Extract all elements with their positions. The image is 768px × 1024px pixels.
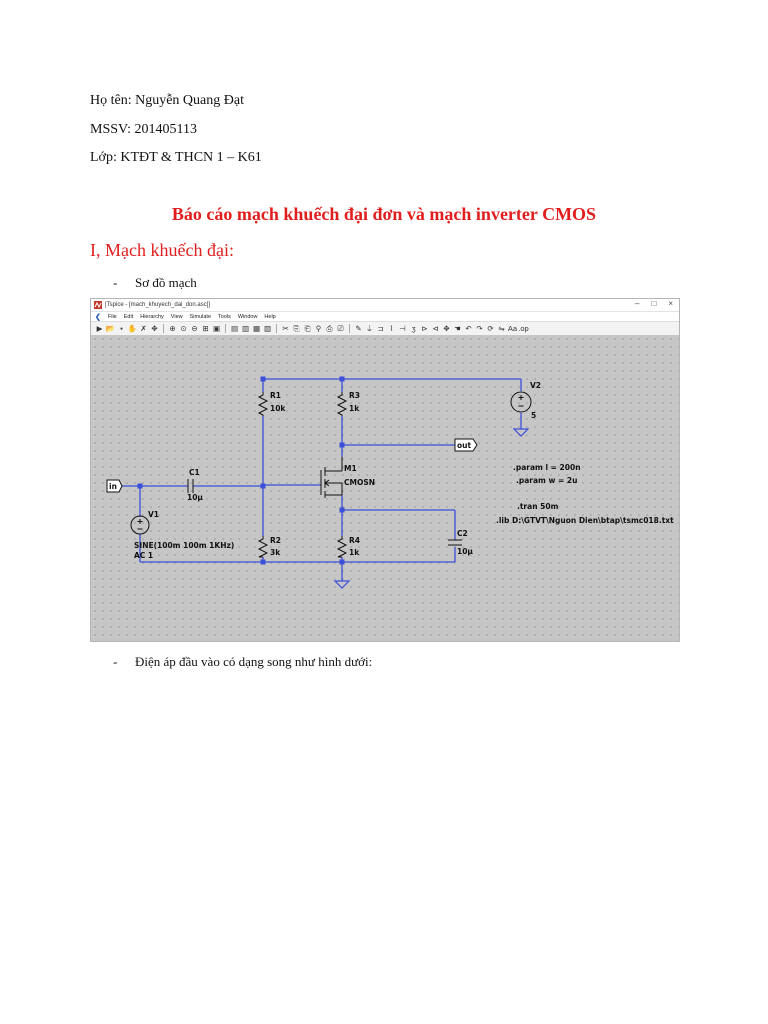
halt-icon[interactable]: ✋ bbox=[127, 324, 138, 333]
menu-simulate[interactable]: Simulate bbox=[189, 313, 212, 320]
in-label: in bbox=[109, 482, 117, 491]
junction-dots bbox=[138, 377, 345, 565]
net-labels bbox=[107, 439, 477, 492]
wire-icon[interactable]: ✎ bbox=[355, 324, 362, 333]
r4-name: R4 bbox=[349, 536, 360, 545]
ltspice-app-icon bbox=[94, 301, 102, 309]
close-button[interactable]: × bbox=[668, 299, 673, 308]
menu-edit[interactable]: Edit bbox=[123, 313, 134, 320]
r4-value: 1k bbox=[349, 548, 360, 557]
menu-bar bbox=[91, 312, 679, 321]
open-icon[interactable]: 📂 bbox=[105, 324, 116, 333]
print-icon[interactable]: ⎙ bbox=[326, 324, 333, 333]
window-titlebar bbox=[91, 299, 679, 312]
m1-model: CMOSN bbox=[344, 478, 376, 487]
directive-param-l[interactable]: .param l = 200n bbox=[513, 463, 581, 472]
r1-value: 10k bbox=[270, 404, 286, 413]
ground-icon bbox=[514, 429, 528, 436]
c2-name: C2 bbox=[457, 529, 468, 538]
v1-source bbox=[131, 516, 149, 534]
menu-view[interactable]: View bbox=[170, 313, 183, 320]
schematic-canvas[interactable] bbox=[91, 335, 679, 641]
label-net-icon[interactable]: ⊐ bbox=[377, 324, 384, 333]
menu-hierarchy[interactable]: Hierarchy bbox=[140, 313, 164, 320]
r3-name: R3 bbox=[349, 391, 360, 400]
v1-value: SINE(100m 100m 1KHz) bbox=[134, 541, 235, 550]
r3-value: 1k bbox=[349, 404, 360, 413]
window-title: [Tspice - [mach_khuyech_dai_don.asc]] bbox=[105, 302, 211, 308]
menu-file[interactable]: File bbox=[107, 313, 117, 320]
directive-lib[interactable]: .lib D:\GTVT\Nguon Dien\btap\tsmc018.txt bbox=[496, 516, 674, 525]
paste-icon[interactable]: ⎗ bbox=[304, 324, 311, 333]
c1-name: C1 bbox=[189, 468, 200, 477]
drag-icon[interactable]: ☚ bbox=[454, 324, 461, 333]
menu-tools[interactable]: Tools bbox=[218, 313, 231, 320]
save-icon[interactable]: ▪ bbox=[120, 324, 123, 333]
bullet-schematic-text: Sơ đồ mạch bbox=[135, 275, 197, 290]
print-preview-icon[interactable]: ⎚ bbox=[337, 324, 344, 333]
zoom-fit-icon[interactable]: ⊞ bbox=[202, 324, 209, 333]
menu-help[interactable]: Help bbox=[264, 313, 276, 320]
cascade-icon[interactable]: ▦ bbox=[252, 324, 261, 333]
maximize-button[interactable]: □ bbox=[651, 299, 657, 308]
resistor-icon[interactable]: ⌇ bbox=[389, 324, 394, 333]
autorange-icon[interactable]: ▣ bbox=[212, 324, 221, 333]
zoom-pan-icon[interactable]: ⊙ bbox=[180, 324, 187, 333]
probe-icon[interactable]: ✗ bbox=[140, 324, 147, 333]
component-icon[interactable]: ⊲ bbox=[432, 324, 439, 333]
minimize-button[interactable]: – bbox=[635, 299, 640, 308]
schematic-text bbox=[109, 381, 674, 560]
r2-value: 3k bbox=[270, 548, 281, 557]
bullet-dash: - bbox=[113, 654, 118, 669]
v2-name: V2 bbox=[530, 381, 542, 390]
r1-resistor bbox=[259, 392, 267, 416]
rotate-icon[interactable]: ⟳ bbox=[487, 324, 494, 333]
r2-resistor bbox=[259, 536, 267, 557]
ground-icon bbox=[335, 581, 349, 588]
find-icon[interactable]: ⚲ bbox=[315, 324, 322, 333]
inductor-icon[interactable]: ʒ bbox=[411, 324, 416, 333]
move-icon[interactable]: ✥ bbox=[443, 324, 450, 333]
run-icon[interactable]: ▶ bbox=[96, 324, 103, 333]
redo-icon[interactable]: ↷ bbox=[476, 324, 483, 333]
m1-name: M1 bbox=[344, 464, 357, 473]
v2-value: 5 bbox=[531, 411, 537, 420]
zoom-in-icon[interactable]: ⊕ bbox=[169, 324, 176, 333]
c1-value: 10µ bbox=[187, 493, 203, 502]
schematic-diagram bbox=[91, 335, 679, 641]
r1-name: R1 bbox=[270, 391, 281, 400]
cut-icon[interactable]: ✂ bbox=[282, 324, 289, 333]
ground-symbols bbox=[335, 429, 528, 588]
r4-resistor bbox=[338, 536, 346, 557]
menu-window[interactable]: Window bbox=[237, 313, 258, 320]
spice-directive-icon[interactable]: .op bbox=[518, 324, 529, 333]
close-window-icon[interactable]: ▧ bbox=[263, 324, 272, 333]
bullet-schematic bbox=[113, 275, 197, 291]
pan-icon[interactable]: ✥ bbox=[151, 324, 158, 333]
directive-param-w[interactable]: .param w = 2u bbox=[516, 476, 578, 485]
bullet-input-voltage-text: Điện áp đầu vào có dạng song như hình dưới: bbox=[135, 654, 373, 669]
ground-icon[interactable]: ⏚ bbox=[365, 324, 374, 333]
zoom-out-icon[interactable]: ⊖ bbox=[191, 324, 198, 333]
r2-name: R2 bbox=[270, 536, 281, 545]
mirror-icon[interactable]: ⇋ bbox=[498, 324, 505, 333]
tile-horizontal-icon[interactable]: ▤ bbox=[230, 324, 239, 333]
undo-icon[interactable]: ↶ bbox=[465, 324, 472, 333]
v1-name: V1 bbox=[148, 510, 160, 519]
class-name: Lớp: KTĐT & THCN 1 – K61 bbox=[90, 150, 262, 165]
diode-icon[interactable]: ⊳ bbox=[421, 324, 428, 333]
v1-ac: AC 1 bbox=[134, 551, 154, 560]
c2-value: 10µ bbox=[457, 547, 473, 556]
tile-vertical-icon[interactable]: ▥ bbox=[241, 324, 250, 333]
bullet-dash: - bbox=[113, 275, 118, 290]
back-arrow-icon[interactable]: ❮ bbox=[95, 313, 101, 321]
directive-tran[interactable]: .tran 50m bbox=[517, 502, 559, 511]
report-title: Báo cáo mạch khuếch đại đơn và mạch inverter CMOS bbox=[171, 204, 597, 224]
bullet-input-voltage bbox=[113, 654, 372, 670]
student-name: Họ tên: Nguyễn Quang Đạt bbox=[90, 93, 244, 108]
text-icon[interactable]: Aa bbox=[507, 324, 518, 333]
capacitor-icon[interactable]: ⊣ bbox=[399, 324, 406, 333]
student-id: MSSV: 201405113 bbox=[90, 122, 197, 137]
section-heading: I, Mạch khuếch đại: bbox=[90, 240, 234, 260]
copy-icon[interactable]: ⎘ bbox=[293, 324, 300, 333]
out-label: out bbox=[457, 441, 472, 450]
toolbar bbox=[91, 321, 679, 336]
r3-resistor bbox=[338, 392, 346, 416]
ltspice-screenshot bbox=[90, 298, 680, 642]
